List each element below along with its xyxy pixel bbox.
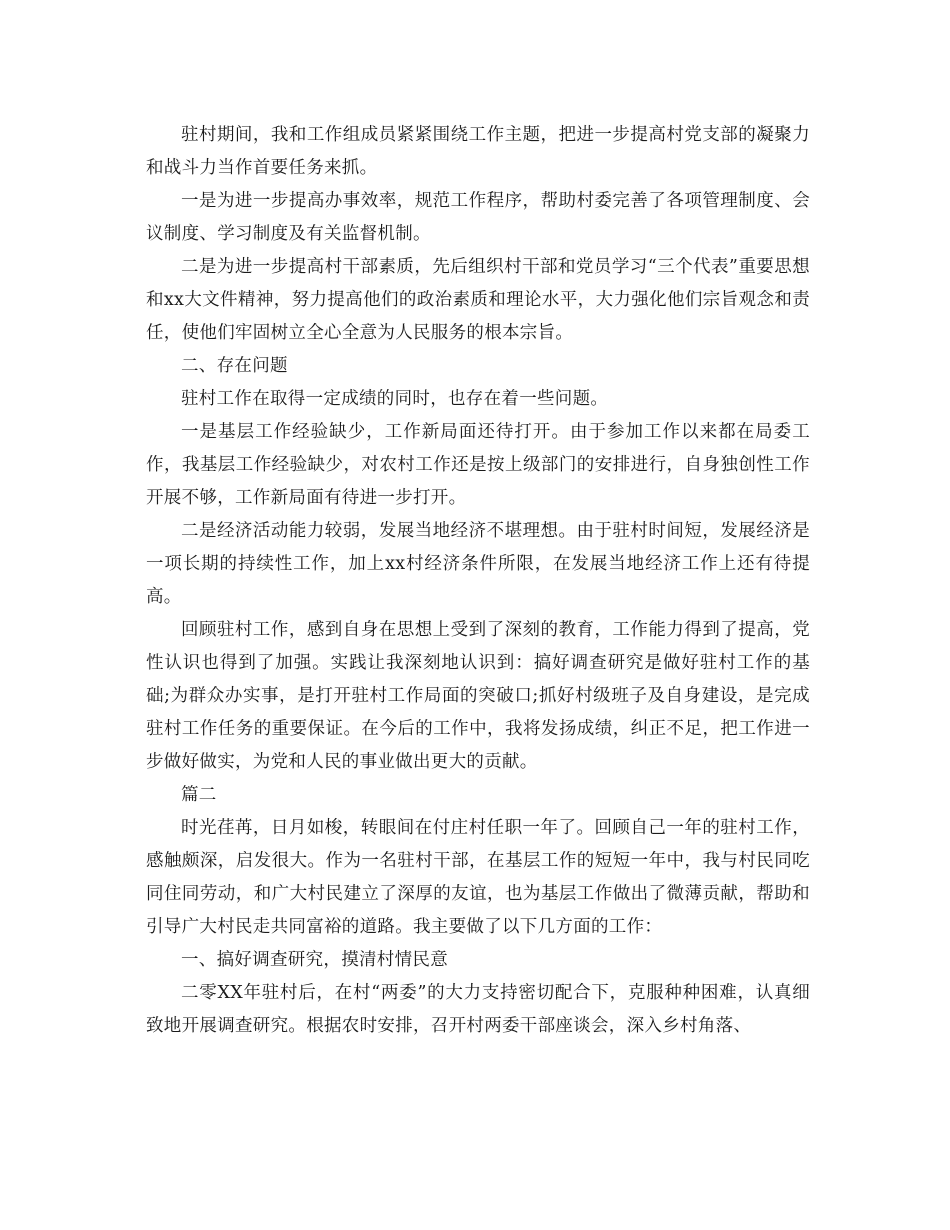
- section-heading-problems: 二、存在问题: [181, 356, 288, 376]
- section-heading-part-two: 篇二: [181, 785, 217, 805]
- document-body: [146, 119, 810, 1043]
- paragraph-1: 驻村期间，我和工作组成员紧紧围绕工作主题，把进一步提高村党支部的凝聚力和战斗力当作首要任务来抓。: [146, 125, 810, 178]
- paragraph-3: 二是为进一步提高村干部素质，先后组织村干部和党员学习“三个代表”重要思想和xx大文件精神，努力提高他们的政治素质和理论水平，大力强化他们宗旨观念和责任，使他们牢固树立全心全意为人民服务的根本宗旨。: [146, 257, 810, 343]
- paragraph-5: 驻村工作在取得一定成绩的同时，也存在着一些问题。: [181, 389, 609, 409]
- paragraph-10: 时光荏苒，日月如梭，转眼间在付庄村任职一年了。回顾自己一年的驻村工作，感触颇深，启发很大。作为一名驻村干部，在基层工作的短短一年中，我与村民同吃同住同劳动，和广大村民建立了深厚的友谊，也为基层工作做出了微薄贡献，帮助和引导广大村民走共同富裕的道路。我主要做了以下几方面的工作：: [146, 818, 810, 937]
- paragraph-8: 回顾驻村工作，感到自身在思想上受到了深刻的教育，工作能力得到了提高，党性认识也得到了加强。实践让我深刻地认识到：搞好调查研究是做好驻村工作的基础;为群众办实事，是打开驻村工作局面的突破口;抓好村级班子及自身建设，是完成驻村工作任务的重要保证。在今后的工作中，我将发扬成绩，纠正不足，把工作进一步做好做实，为党和人民的事业做出更大的贡献。: [146, 620, 810, 772]
- section-heading-research: 一、搞好调查研究，摸清村情民意: [181, 950, 448, 970]
- paragraph-12: 二零XX年驻村后，在村“两委”的大力支持密切配合下，克服种种困难，认真细致地开展调查研究。根据农时安排，召开村两委干部座谈会，深入乡村角落、: [146, 983, 810, 1036]
- paragraph-7: 二是经济活动能力较弱，发展当地经济不堪理想。由于驻村时间短，发展经济是一项长期的持续性工作，加上xx村经济条件所限，在发展当地经济工作上还有待提高。: [146, 521, 810, 607]
- paragraph-6: 一是基层工作经验缺少，工作新局面还待打开。由于参加工作以来都在局委工作，我基层工作经验缺少，对农村工作还是按上级部门的安排进行，自身独创性工作开展不够，工作新局面有待进一步打开。: [146, 422, 810, 508]
- paragraph-2: 一是为进一步提高办事效率，规范工作程序，帮助村委完善了各项管理制度、会议制度、学习制度及有关监督机制。: [146, 191, 810, 244]
